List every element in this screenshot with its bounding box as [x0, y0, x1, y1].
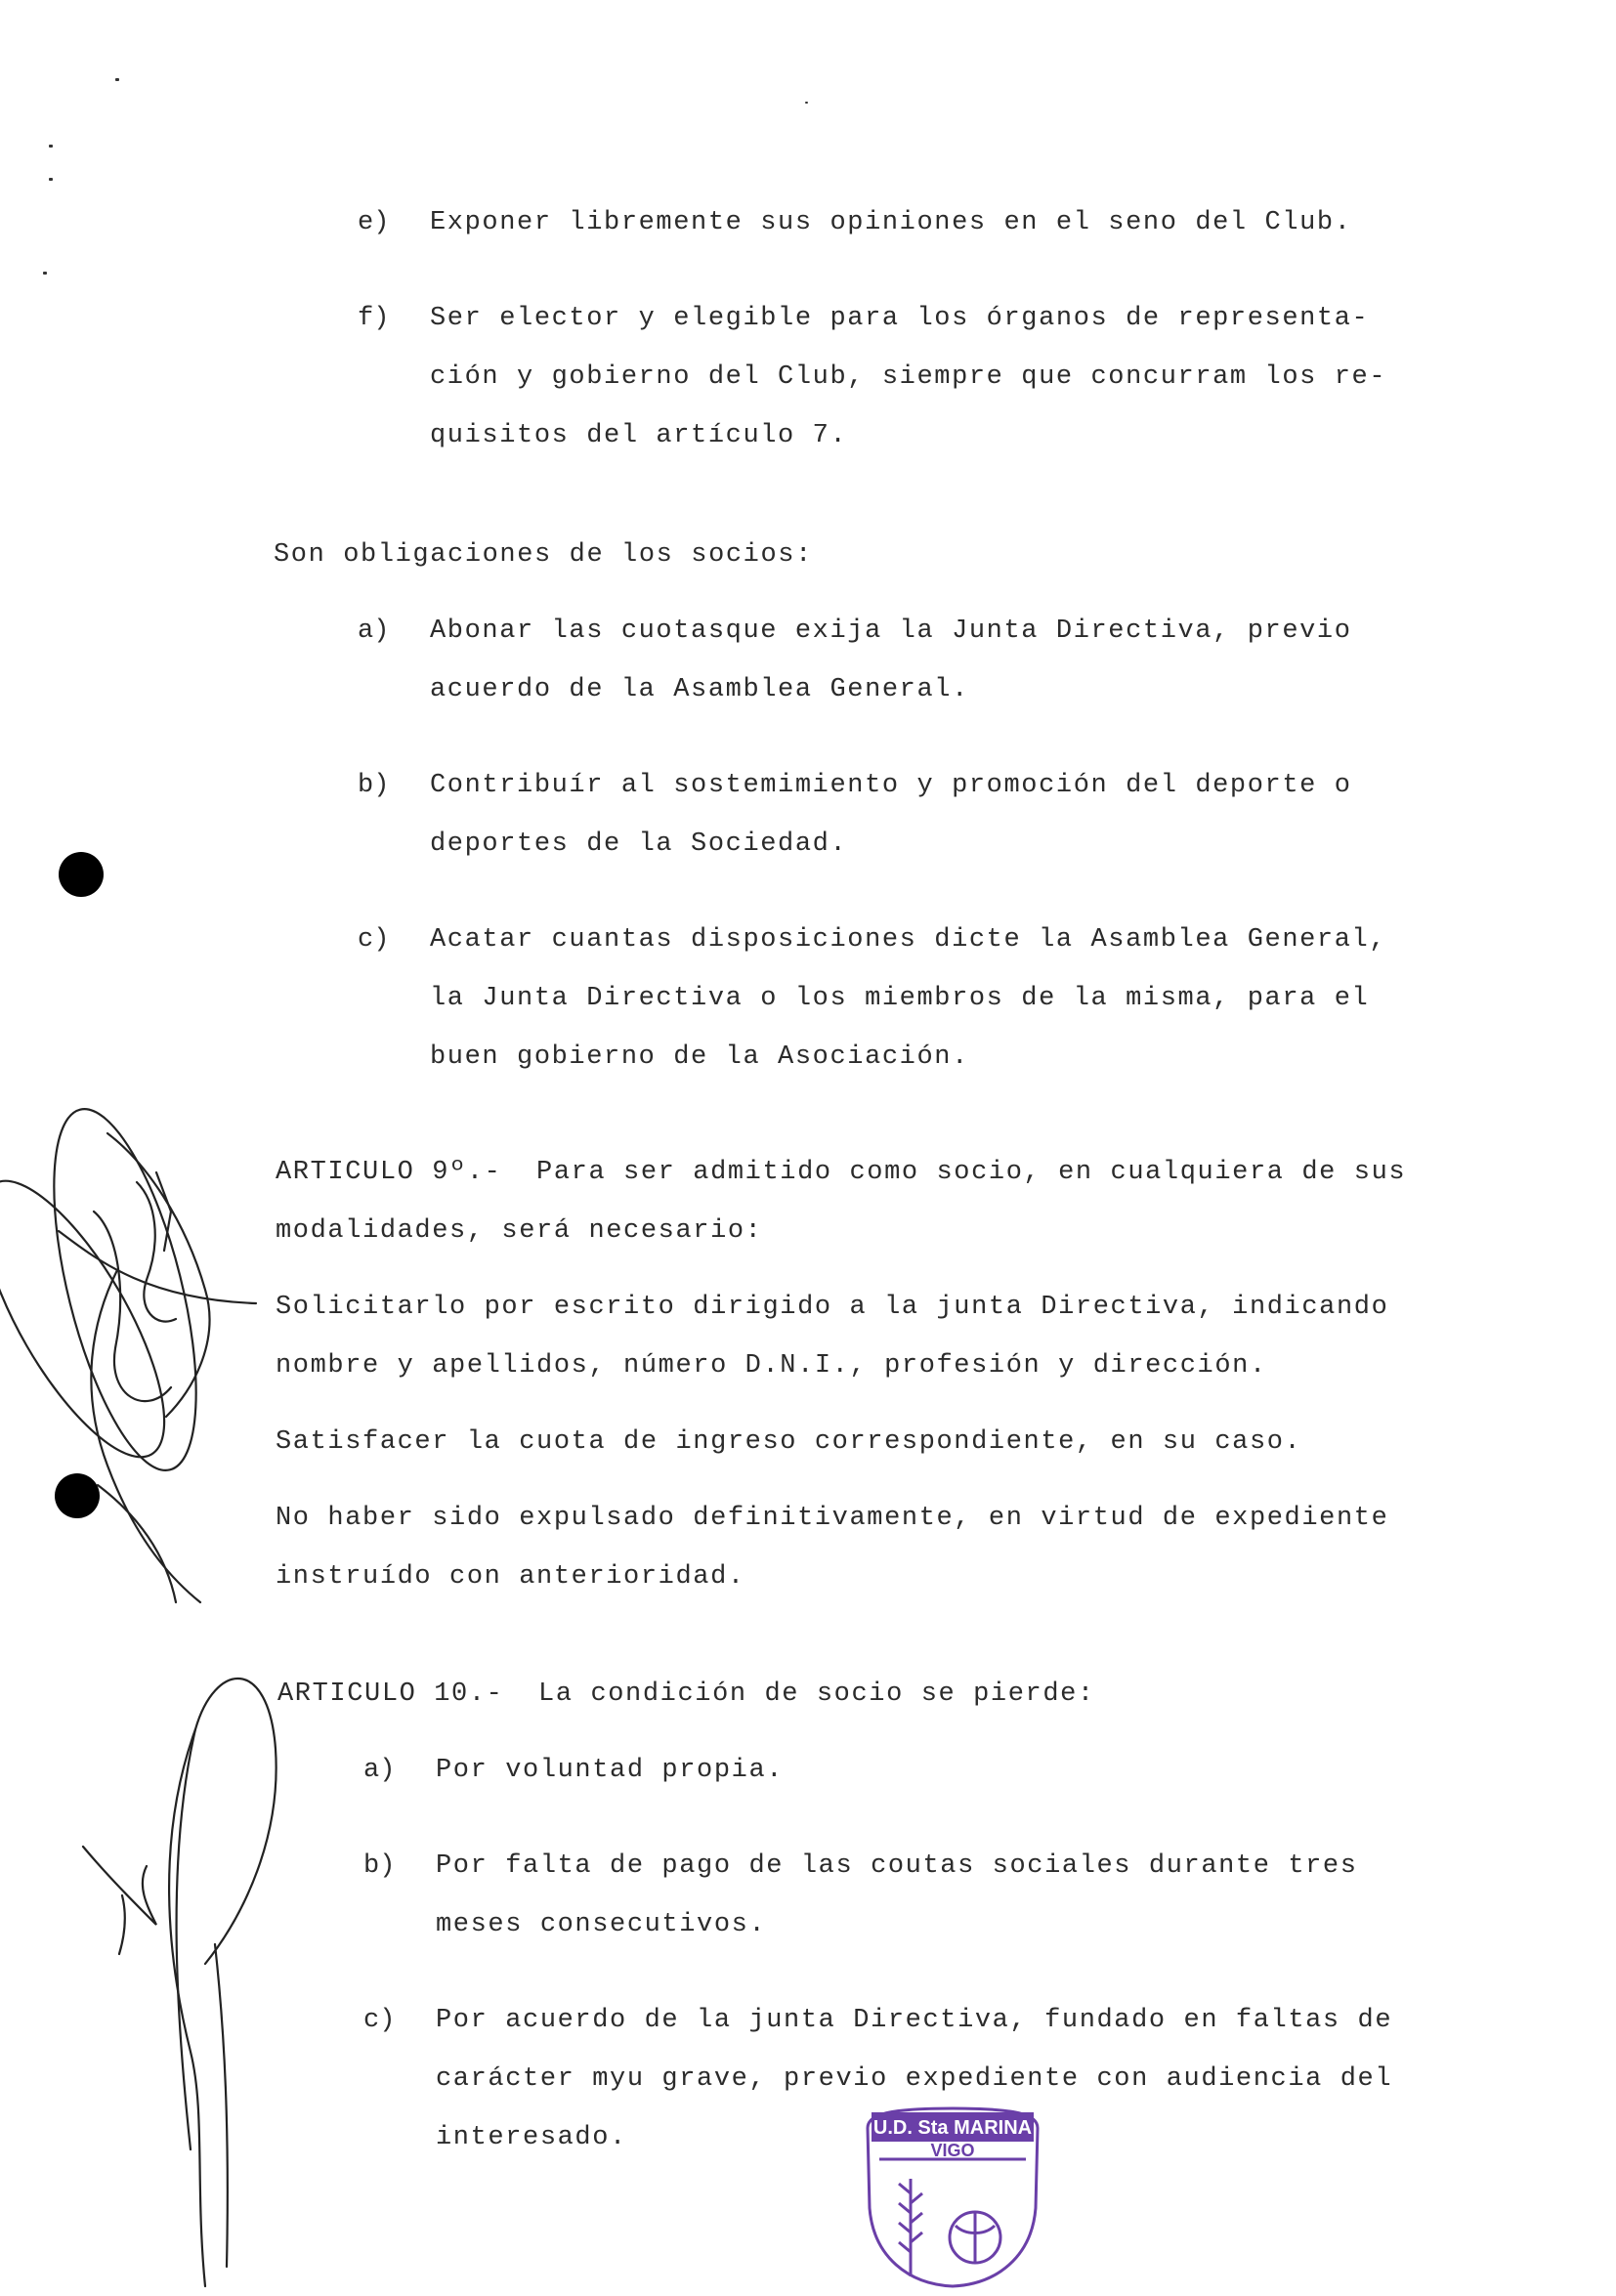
article-9-text: modalidades, será necesario:	[276, 1216, 763, 1246]
item-text: Por voluntad propia.	[436, 1756, 785, 1785]
item-text: deportes de la Sociedad.	[430, 829, 848, 859]
article-9-paragraph: Satisfacer la cuota de ingreso correspondiente, en su caso.	[276, 1427, 1302, 1457]
item-text: Por falta de pago de las coutas sociales durante tres	[436, 1851, 1358, 1881]
club-stamp	[860, 2101, 1045, 2286]
item-text: meses consecutivos.	[436, 1910, 767, 1939]
item-text: la Junta Directiva o los miembros de la misma, para el	[430, 984, 1370, 1013]
item-label: a)	[358, 617, 390, 646]
item-text: interesado.	[436, 2123, 627, 2152]
item-text: buen gobierno de la Asociación.	[430, 1042, 969, 1072]
article-9-heading: ARTICULO 9º.- Para ser admitido como socio, en cualquiera de sus	[276, 1158, 1407, 1187]
item-label: a)	[363, 1756, 396, 1785]
article-9-paragraph: nombre y apellidos, número D.N.I., profesión y dirección.	[276, 1351, 1267, 1381]
item-text: carácter myu grave, previo expediente con audiencia del	[436, 2064, 1393, 2094]
item-text: Ser elector y elegible para los órganos de representa-	[430, 304, 1370, 333]
scan-speck	[805, 102, 808, 104]
item-text: acuerdo de la Asamblea General.	[430, 675, 969, 704]
item-label: c)	[363, 2006, 396, 2035]
article-10-heading: ARTICULO 10.- La condición de socio se pierde:	[277, 1679, 1095, 1709]
item-label: f)	[358, 304, 390, 333]
scan-speck	[49, 145, 53, 148]
item-text: Por acuerdo de la junta Directiva, fundado en faltas de	[436, 2006, 1393, 2035]
item-text: Exponer libremente sus opiniones en el seno del Club.	[430, 208, 1352, 237]
item-label: b)	[358, 771, 390, 800]
item-text: ción y gobierno del Club, siempre que concurram los re-	[430, 362, 1387, 392]
item-label: b)	[363, 1851, 396, 1881]
obligations-intro: Son obligaciones de los socios:	[274, 540, 813, 570]
item-text: Abonar las cuotasque exija la Junta Directiva, previo	[430, 617, 1352, 646]
stamp-top-text: U.D. Sta MARINA	[872, 2117, 1033, 2139]
signature-2	[68, 1641, 274, 2296]
item-text: Contribuír al sostemimiento y promoción del deporte o	[430, 771, 1352, 800]
punch-hole-top	[59, 852, 104, 897]
item-label: c)	[358, 925, 390, 955]
scan-speck	[49, 178, 53, 181]
article-9-paragraph: instruído con anterioridad.	[276, 1562, 745, 1592]
item-text: quisitos del artículo 7.	[430, 421, 848, 450]
signature-1	[0, 1094, 264, 1622]
article-9-paragraph: No haber sido expulsado definitivamente, en virtud de expediente	[276, 1504, 1389, 1533]
article-9-paragraph: Solicitarlo por escrito dirigido a la junta Directiva, indicando	[276, 1293, 1389, 1322]
scan-speck	[115, 78, 119, 81]
stamp-bottom-text: VIGO	[930, 2141, 975, 2160]
item-text: Acatar cuantas disposiciones dicte la Asamblea General,	[430, 925, 1387, 955]
item-label: e)	[358, 208, 390, 237]
scan-speck	[43, 272, 47, 275]
